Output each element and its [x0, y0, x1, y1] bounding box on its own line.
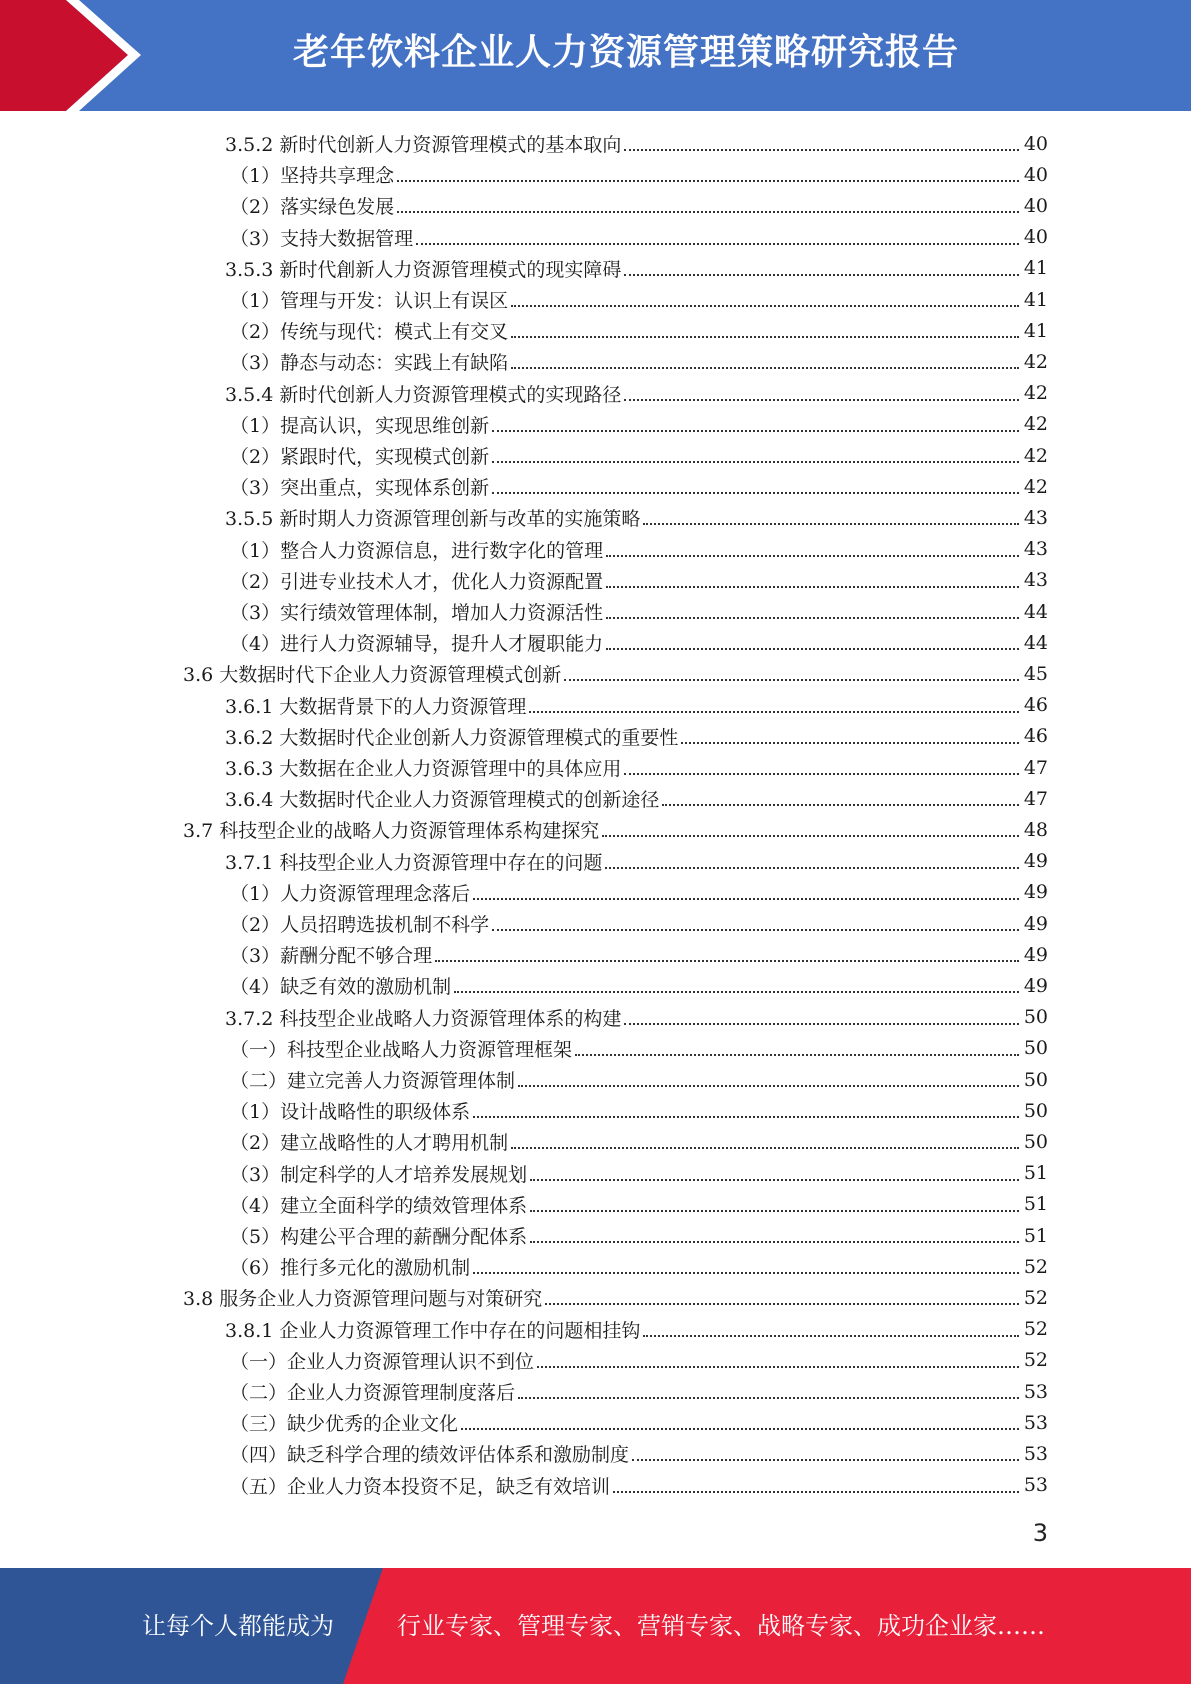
toc-entry-page: 41	[1023, 288, 1048, 311]
toc-entry-page: 51	[1023, 1162, 1048, 1185]
toc-entry[interactable]	[230, 284, 1048, 315]
toc-entry[interactable]	[230, 596, 1048, 627]
header-chevron-icon	[0, 0, 160, 111]
toc-entry[interactable]	[230, 159, 1048, 190]
toc-entry[interactable]	[230, 1189, 1048, 1220]
toc-entry-page: 49	[1023, 850, 1048, 873]
toc-entry[interactable]	[183, 658, 1048, 689]
footer-slogan-right: 行业专家、管理专家、营销专家、战略专家、成功企业家……	[397, 1612, 1045, 1640]
toc-entry-page: 41	[1023, 257, 1048, 280]
toc-entry-page: 50	[1023, 1006, 1048, 1029]
toc-entry-title: （4）建立全面科学的绩效管理体系	[230, 1194, 528, 1217]
toc-entry[interactable]	[230, 222, 1048, 253]
toc-dot-leader	[643, 523, 1019, 525]
toc-dot-leader	[511, 305, 1019, 307]
toc-entry[interactable]	[225, 783, 1048, 814]
toc-entry-page: 51	[1023, 1224, 1048, 1247]
toc-dot-leader	[461, 1428, 1019, 1430]
toc-entry[interactable]	[230, 409, 1048, 440]
toc-entry-page: 53	[1023, 1380, 1048, 1403]
toc-entry-title: 3.6.4 大数据时代企业人力资源管理模式的创新途径	[225, 789, 660, 812]
toc-dot-leader	[624, 399, 1019, 401]
toc-entry[interactable]	[230, 627, 1048, 658]
toc-entry[interactable]	[225, 846, 1048, 877]
toc-entry-page: 44	[1023, 600, 1048, 623]
toc-entry-title: （二）企业人力资源管理制度落后	[230, 1382, 516, 1404]
toc-entry[interactable]	[230, 877, 1048, 908]
toc-dot-leader	[624, 149, 1019, 151]
toc-entry-page: 53	[1023, 1474, 1048, 1497]
toc-dot-leader	[511, 367, 1019, 369]
toc-dot-leader	[518, 1397, 1019, 1399]
toc-entry-page: 52	[1023, 1318, 1048, 1341]
toc-entry[interactable]	[230, 565, 1048, 596]
toc-entry-page: 40	[1023, 226, 1048, 249]
toc-entry[interactable]	[225, 721, 1048, 752]
toc-entry-page: 49	[1023, 943, 1048, 966]
toc-entry-title: （四）缺乏科学合理的绩效评估体系和激励制度	[230, 1444, 630, 1467]
toc-entry-title: 3.5.3 新时代創新人力资源管理模式的现实障碍	[225, 258, 622, 281]
toc-entry[interactable]	[225, 378, 1048, 409]
toc-entry-page: 49	[1023, 881, 1048, 904]
toc-dot-leader	[518, 1085, 1019, 1087]
toc-dot-leader	[606, 617, 1019, 619]
toc-entry-page: 42	[1023, 350, 1048, 373]
toc-entry[interactable]	[230, 1407, 1048, 1438]
toc-entry[interactable]	[230, 190, 1048, 221]
toc-entry-title: （1）提高认识，实现思维创新	[230, 414, 490, 437]
toc-entry-page: 48	[1023, 818, 1048, 841]
toc-entry[interactable]	[230, 471, 1048, 502]
toc-entry[interactable]	[230, 908, 1048, 939]
toc-entry-page: 40	[1023, 163, 1048, 186]
toc-dot-leader	[492, 430, 1019, 432]
toc-entry-title: （5）构建公平合理的薪酬分配体系	[230, 1226, 528, 1248]
toc-dot-leader	[473, 1272, 1019, 1274]
toc-entry-title: 3.6.3 大数据在企业人力资源管理中的具体应用	[225, 758, 622, 780]
toc-dot-leader	[545, 1303, 1019, 1305]
toc-entry-title: （2）落实绿色发展	[230, 196, 395, 219]
toc-entry-title: （6）推行多元化的激励机制	[230, 1257, 471, 1280]
toc-entry-title: 3.7.2 科技型企业战略人力资源管理体系的构建	[225, 1007, 622, 1030]
page-number: 3	[1032, 1519, 1048, 1547]
toc-dot-leader	[511, 336, 1019, 338]
toc-dot-leader	[606, 648, 1019, 650]
toc-entry-title: （1）整合人力资源信息，进行数字化的管理	[230, 539, 604, 562]
toc-entry[interactable]	[225, 752, 1048, 783]
toc-entry-title: 3.6.1 大数据背景下的人力资源管理	[225, 695, 527, 718]
toc-entry-page: 49	[1023, 974, 1048, 997]
toc-dot-leader	[632, 1459, 1019, 1461]
toc-entry-page: 40	[1023, 132, 1048, 155]
toc-entry[interactable]	[230, 346, 1048, 377]
toc-entry[interactable]	[230, 440, 1048, 471]
toc-entry-title: 3.5.4 新时代创新人力资源管理模式的实现路径	[225, 383, 622, 406]
toc-entry-title: （2）紧跟时代，实现模式创新	[230, 446, 490, 468]
toc-entry-title: 3.8.1 企业人力资源管理工作中存在的问题相挂钩	[225, 1319, 641, 1342]
toc-entry-title: 3.7 科技型企业的战略人力资源管理体系构建探究	[183, 820, 600, 843]
toc-entry[interactable]	[230, 1376, 1048, 1407]
toc-entry-title: （1）管理与开发：认识上有误区	[230, 290, 509, 312]
toc-entry-title: （二）建立完善人力资源管理体制	[230, 1070, 516, 1092]
toc-entry-page: 44	[1023, 631, 1048, 654]
toc-dot-leader	[643, 1335, 1019, 1337]
toc-entry-title: （3）制定科学的人才培养发展规划	[230, 1163, 528, 1186]
toc-entry-page: 43	[1023, 506, 1048, 529]
toc-entry-page: 50	[1023, 1037, 1048, 1060]
toc-dot-leader	[435, 960, 1019, 962]
toc-dot-leader	[492, 492, 1019, 494]
toc-dot-leader	[530, 1179, 1019, 1181]
toc-dot-leader	[530, 1241, 1019, 1243]
document-title: 老年饮料企业人力资源管理策略研究报告	[292, 32, 959, 73]
toc-entry-page: 43	[1023, 569, 1048, 592]
toc-entry-page: 53	[1023, 1411, 1048, 1434]
toc-entry-title: （1）坚持共享理念	[230, 165, 395, 188]
toc-entry-title: （2）人员招聘选拔机制不科学	[230, 914, 490, 936]
toc-entry-title: （2）建立战略性的人才聘用机制	[230, 1132, 509, 1155]
toc-entry[interactable]	[230, 939, 1048, 970]
toc-entry-title: （4）缺乏有效的激励机制	[230, 976, 452, 999]
toc-entry[interactable]	[225, 253, 1048, 284]
toc-entry-page: 47	[1023, 787, 1048, 810]
toc-entry-title: 3.5.5 新时期人力资源管理创新与改革的实施策略	[225, 508, 641, 531]
toc-entry-page: 49	[1023, 912, 1048, 935]
toc-entry[interactable]	[230, 1158, 1048, 1189]
toc-entry[interactable]	[225, 1002, 1048, 1033]
toc-entry[interactable]	[230, 1220, 1048, 1251]
toc-entry[interactable]	[230, 1345, 1048, 1376]
toc-entry-page: 51	[1023, 1193, 1048, 1216]
toc-entry[interactable]	[230, 1470, 1048, 1501]
toc-entry[interactable]	[230, 1251, 1048, 1282]
toc-entry-title: 3.8 服务企业人力资源管理问题与对策研究	[183, 1288, 543, 1311]
toc-entry-page: 50	[1023, 1099, 1048, 1122]
toc-entry-title: （3）实行绩效管理体制，增加人力资源活性	[230, 602, 604, 624]
toc-entry[interactable]	[230, 1064, 1048, 1095]
toc-entry-page: 42	[1023, 382, 1048, 405]
toc-entry-title: （一）企业人力资源管理认识不到位	[230, 1350, 535, 1373]
toc-dot-leader	[397, 180, 1019, 182]
toc-entry-title: （4）进行人力资源辅导，提升人才履职能力	[230, 633, 604, 656]
toc-entry-page: 50	[1023, 1068, 1048, 1091]
toc-entry[interactable]	[225, 128, 1048, 159]
header-banner	[0, 0, 1191, 111]
toc-entry-title: 3.7.1 科技型企业人力资源管理中存在的问题	[225, 851, 603, 874]
toc-entry-title: （1）设计战略性的职级体系	[230, 1101, 471, 1124]
toc-entry-title: （三）缺少优秀的企业文化	[230, 1413, 459, 1436]
toc-entry[interactable]	[230, 1033, 1048, 1064]
toc-entry[interactable]	[225, 502, 1048, 533]
toc-entry-page: 52	[1023, 1255, 1048, 1278]
toc-entry-page: 42	[1023, 444, 1048, 467]
toc-entry[interactable]	[230, 1095, 1048, 1126]
toc-entry[interactable]	[183, 814, 1048, 845]
toc-dot-leader	[564, 679, 1019, 681]
toc-entry-title: （五）企业人力资本投资不足，缺乏有效培训	[230, 1475, 611, 1498]
toc-entry[interactable]	[230, 1126, 1048, 1157]
toc-entry-title: （3）突出重点，实现体系创新	[230, 477, 490, 500]
toc-dot-leader	[529, 711, 1019, 713]
toc-dot-leader	[537, 1366, 1019, 1368]
toc-entry[interactable]	[230, 315, 1048, 346]
toc-dot-leader	[606, 586, 1019, 588]
toc-entry-page: 43	[1023, 538, 1048, 561]
toc-entry-title: （3）支持大数据管理	[230, 227, 414, 250]
toc-entry[interactable]	[183, 1282, 1048, 1313]
toc-dot-leader	[511, 1147, 1019, 1149]
toc-entry-page: 47	[1023, 756, 1048, 779]
toc-dot-leader	[530, 1210, 1019, 1212]
toc-entry-page: 50	[1023, 1130, 1048, 1153]
footer-banner	[0, 1568, 1191, 1684]
toc-entry[interactable]	[230, 534, 1048, 565]
toc-entry-title: 3.5.2 新时代创新人力资源管理模式的基本取向	[225, 134, 622, 156]
toc-entry-page: 46	[1023, 694, 1048, 717]
toc-entry-title: 3.6 大数据时代下企业人力资源管理模式创新	[183, 664, 562, 687]
toc-dot-leader	[624, 1023, 1019, 1025]
toc-entry-page: 46	[1023, 725, 1048, 748]
toc-dot-leader	[602, 835, 1019, 837]
toc-dot-leader	[662, 804, 1019, 806]
toc-entry-title: （2）引进专业技术人才，优化人力资源配置	[230, 570, 604, 593]
toc-entry-title: （3）薪酬分配不够合理	[230, 945, 433, 968]
toc-entry-title: 3.6.2 大数据时代企业创新人力资源管理模式的重要性	[225, 726, 679, 749]
toc-dot-leader	[492, 929, 1019, 931]
toc-dot-leader	[605, 867, 1019, 869]
toc-entry-page: 53	[1023, 1442, 1048, 1465]
toc-dot-leader	[473, 898, 1019, 900]
toc-dot-leader	[473, 1116, 1019, 1118]
toc-dot-leader	[575, 1054, 1019, 1056]
toc-dot-leader	[613, 1491, 1019, 1493]
footer-slogan-left: 让每个人都能成为	[142, 1612, 334, 1640]
toc-entry-page: 52	[1023, 1349, 1048, 1372]
toc-entry-page: 41	[1023, 319, 1048, 342]
toc-entry-page: 42	[1023, 475, 1048, 498]
toc-dot-leader	[454, 991, 1019, 993]
toc-entry[interactable]	[225, 1314, 1048, 1345]
toc-dot-leader	[624, 274, 1019, 276]
toc-entry[interactable]	[225, 690, 1048, 721]
toc-entry-title: （一）科技型企业战略人力资源管理框架	[230, 1038, 573, 1061]
toc-dot-leader	[606, 555, 1019, 557]
toc-dot-leader	[397, 211, 1019, 213]
toc-entry-page: 42	[1023, 413, 1048, 436]
toc-entry[interactable]	[230, 1438, 1048, 1469]
toc-entry-title: （2）传统与现代：模式上有交叉	[230, 321, 509, 344]
toc-dot-leader	[681, 742, 1019, 744]
toc-entry-title: （3）静态与动态：实践上有缺陷	[230, 352, 509, 375]
toc-dot-leader	[624, 773, 1019, 775]
toc-entry-page: 45	[1023, 662, 1048, 685]
toc-entry-page: 52	[1023, 1286, 1048, 1309]
toc-dot-leader	[416, 243, 1019, 245]
toc-entry-title: （1）人力资源管理理念落后	[230, 882, 471, 905]
toc-entry[interactable]	[230, 970, 1048, 1001]
toc-dot-leader	[492, 461, 1019, 463]
toc-entry-page: 40	[1023, 194, 1048, 217]
